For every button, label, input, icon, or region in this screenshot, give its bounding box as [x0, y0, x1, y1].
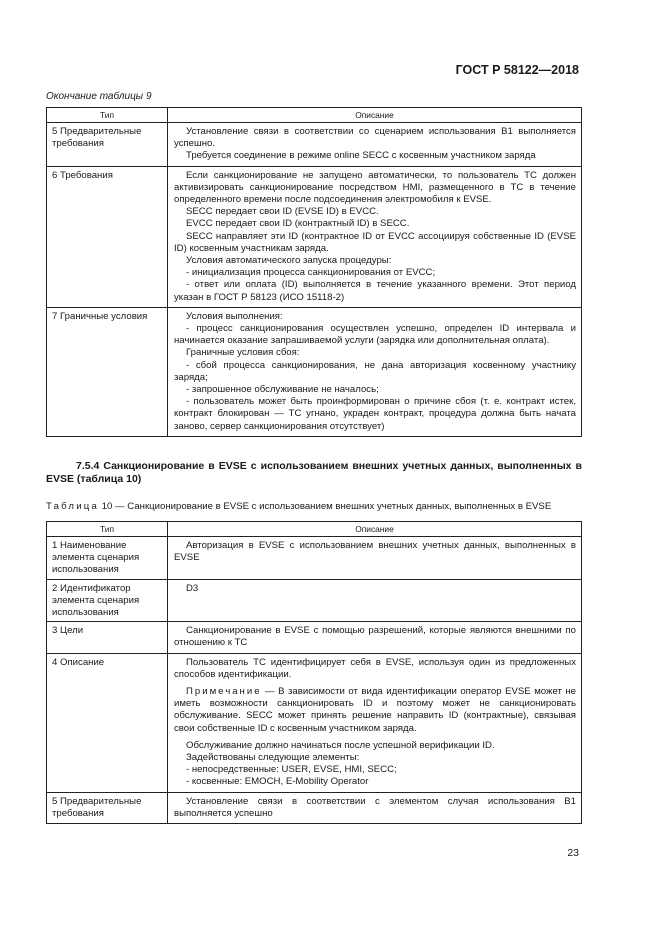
paragraph: Граничные условия сбоя: — [186, 347, 300, 359]
row-type: 5 Предварительные требования — [47, 123, 168, 167]
column-header-description: Описание — [168, 522, 582, 537]
list-item: - процесс санкционирования осуществлен успешно, определен ID интервала и начинается оказание запрашиваемой услуги (зарядка или дополнительная оплата). — [174, 323, 576, 347]
row-description — [168, 653, 582, 792]
list-item: - запрошенное обслуживание не началось; — [186, 384, 379, 396]
table-row — [47, 307, 582, 436]
table-row — [47, 537, 582, 580]
table-row — [47, 123, 582, 167]
table10-caption — [46, 501, 586, 512]
table-header-row — [47, 522, 582, 537]
paragraph: Санкционирование в EVSE с помощью разрешений, которые являются внешними по отношению к ТС — [174, 625, 576, 649]
row-description — [168, 166, 582, 307]
table-row — [47, 166, 582, 307]
row-description — [168, 537, 582, 580]
table-row — [47, 579, 582, 622]
list-item: - сбой процесса санкционирования, не дана авторизация косвенному участнику заряда; — [174, 359, 576, 383]
paragraph: SECC направляет эти ID (контрактное ID от EVCC ассоциируя собственные ID (EVSE ID) косвенным участникам заряда. — [174, 230, 576, 254]
paragraph: SECC передает свои ID (EVSE ID) в EVCC. — [186, 206, 379, 218]
row-description — [168, 622, 582, 653]
paragraph: Если санкционирование не запущено автоматически, то пользователь ТС должен активизировать санкционирование посредством HMI, размещенного в ТС в течение определенного времени после подсоединения электромобиля к EVSE. — [174, 169, 576, 206]
standard-number: ГОСТ Р 58122—2018 — [455, 63, 579, 77]
list-item: - непосредственные: USER, EVSE, HMI, SECC; — [186, 764, 397, 776]
column-header-type: Тип — [47, 108, 168, 123]
note — [174, 686, 576, 735]
section-heading: 7.5.4 Санкционирование в EVSE с использованием внешних учетных данных, выполненных в EVSE (таблица 10) — [46, 460, 582, 485]
paragraph: D3 — [186, 582, 199, 594]
list-item: - косвенные: EMOCH, E-Mobility Operator — [186, 776, 369, 788]
row-type: 5 Предварительные требования — [47, 792, 168, 823]
note-label: Примечание — [186, 686, 262, 698]
paragraph: Задействованы следующие элементы: — [186, 752, 360, 764]
row-description — [168, 792, 582, 823]
row-type: 6 Требования — [47, 166, 168, 307]
paragraph: Условия автоматического запуска процедуры: — [186, 255, 392, 267]
paragraph: Установление связи в соответствии со сценарием использования B1 выполняется успешно. — [174, 126, 576, 150]
row-type: 7 Граничные условия — [47, 307, 168, 436]
table-row — [47, 792, 582, 823]
row-type: 2 Идентификатор элемента сценария использования — [47, 579, 168, 622]
paragraph: EVCC передает свои ID (контрактный ID) в SECC. — [186, 218, 410, 230]
paragraph: Требуется соединение в режиме online SECC с косвенным участником заряда — [186, 150, 536, 162]
note-text: — В зависимости от вида идентификации оператор EVSE может не иметь возможности санкционировать ID и поэтому может не санкционировать обслуживание. SECC может принять решение направить ID (контрактные), связывая свои собственные ID с косвенным участником заряда. — [174, 686, 576, 734]
paragraph: Условия выполнения: — [186, 310, 283, 322]
table-9 — [46, 107, 582, 437]
list-item: - инициализация процесса санкционирования от EVCC; — [186, 267, 436, 279]
row-description — [168, 579, 582, 622]
paragraph: Обслуживание должно начинаться после успешной верификации ID. — [186, 739, 495, 751]
page-number: 23 — [567, 847, 579, 859]
row-type: 4 Описание — [47, 653, 168, 792]
row-description — [168, 123, 582, 167]
table-row — [47, 622, 582, 653]
table-header-row — [47, 108, 582, 123]
table9-caption: Окончание таблицы 9 — [46, 91, 152, 102]
paragraph: Авторизация в EVSE с использованием внешних учетных данных, выполненных в EVSE — [174, 540, 576, 564]
list-item: - пользователь может быть проинформирован о причине сбоя (т. е. контракт истек, контракт блокирован — ТС угнано, украден контракт, процедура должна быть начата заново, сервер санкционирования отсутствует) — [174, 396, 576, 432]
list-item: - ответ или оплата (ID) выполняется в течение указанного времени. Этот период указан в ГОСТ Р 58123 (ИСО 15118-2) — [174, 279, 576, 303]
column-header-type: Тип — [47, 522, 168, 537]
paragraph: Пользователь ТС идентифицирует себя в EVSE, используя один из предложенных способов идентификации. — [174, 656, 576, 680]
table10-caption-word: Таблица — [46, 501, 100, 512]
paragraph: Установление связи в соответствии с элементом случая использования B1 выполняется успешно — [174, 795, 576, 819]
table-10 — [46, 521, 582, 824]
row-description — [168, 307, 582, 436]
table10-caption-text: 10 — Санкционирование в EVSE с использованием внешних учетных данных, выполненных в EVSE — [101, 501, 552, 512]
row-type: 1 Наименование элемента сценария использования — [47, 537, 168, 580]
column-header-description: Описание — [168, 108, 582, 123]
row-type: 3 Цели — [47, 622, 168, 653]
table-row — [47, 653, 582, 792]
